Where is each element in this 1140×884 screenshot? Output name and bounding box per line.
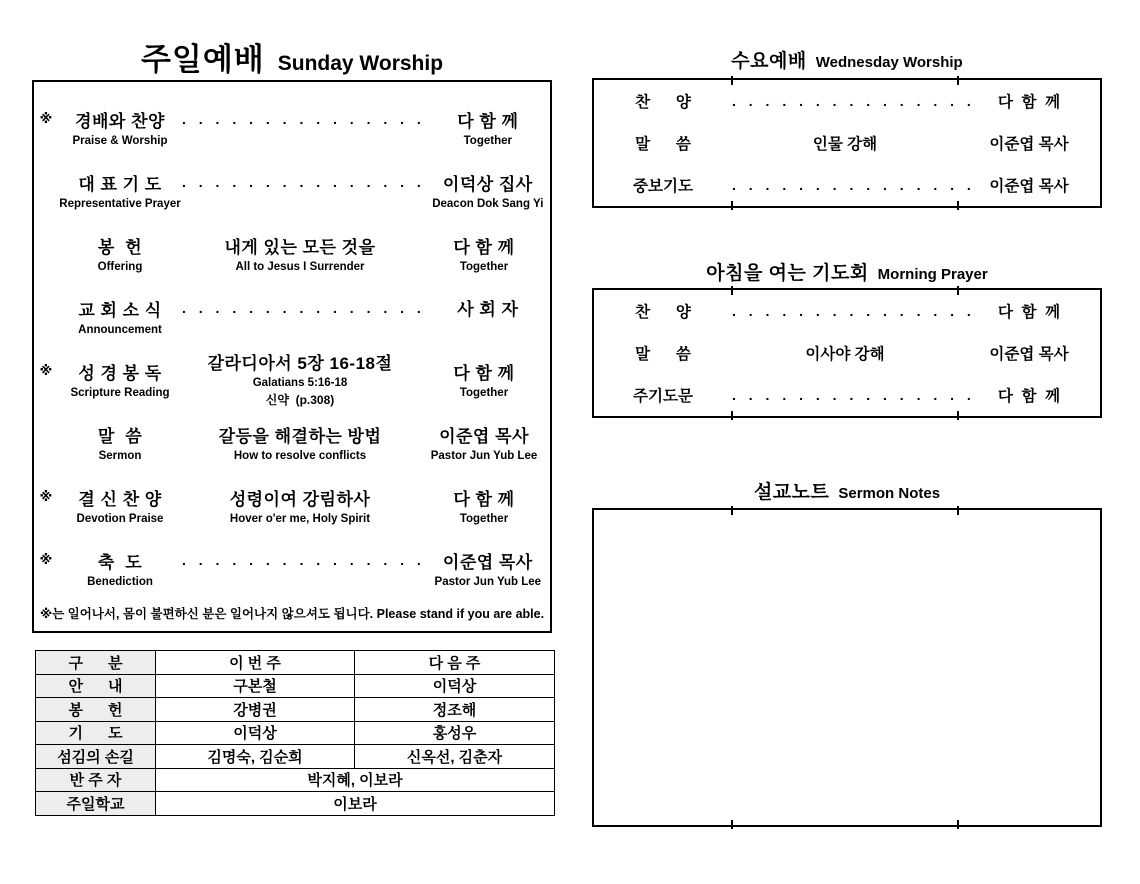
column-tick xyxy=(731,76,733,85)
dot-leader: . . . . . . . . . . . . . . . xyxy=(182,551,422,568)
sunday-worship-order-box xyxy=(32,80,552,633)
sunday-title-english: Sunday Worship xyxy=(277,52,444,75)
wednesday-row-intercessory-prayer: 중보기도 . . . . . . . . . . . . . . . 이준엽 목사 xyxy=(633,177,1069,195)
morning-row-sermon: 말 씀 이사야 강해 이준엽 목사 xyxy=(635,346,1069,363)
sermon-notes-area xyxy=(592,508,1102,827)
scripture-page-reference: 신약 (p.308) xyxy=(265,393,335,407)
worship-item-content: 갈라디아서 5장 16-18절 Galatians 5:16-18 신약 (p.308) xyxy=(182,349,418,408)
duty-header-this-week: 이 번 주 xyxy=(156,651,355,675)
worship-item-person: 다 함 께 Together xyxy=(453,489,515,525)
sermon-notes-title: 설교노트 Sermon Notes xyxy=(753,482,941,503)
worship-item-label: 대 표 기 도 Representative Prayer xyxy=(59,174,181,210)
worship-row-offering xyxy=(34,221,550,284)
stand-instruction-note: ※는 일어나서, 몸이 불편하신 분은 일어나지 않으셔도 됩니다. Please stand if you are able. xyxy=(39,607,545,621)
dot-leader: . . . . . . . . . . . . . . . xyxy=(732,303,972,319)
column-tick xyxy=(731,411,733,420)
sunday-title-korean: 주일예배 xyxy=(140,42,265,77)
sunday-worship-title xyxy=(32,34,552,79)
worship-item-label: 교 회 소 식 Announcement xyxy=(78,300,162,336)
wednesday-worship-title: 수요예배 Wednesday Worship xyxy=(731,51,963,72)
worship-item-person: 사 회 자 xyxy=(457,300,519,319)
duty-row-serving-hands: 섬김의 손길 김명숙, 김순희 신옥선, 김춘자 xyxy=(36,745,555,769)
worship-item-person: 이덕상 집사 Deacon Dok Sang Yi xyxy=(432,174,544,210)
column-tick xyxy=(957,76,959,85)
duty-row-accompanist: 반 주 자 박지혜, 이보라 xyxy=(36,768,555,792)
morning-prayer-box xyxy=(592,288,1102,418)
dot-leader: . . . . . . . . . . . . . . . xyxy=(182,173,422,190)
column-tick xyxy=(957,201,959,210)
duty-roster-table xyxy=(35,650,555,816)
worship-item-label: 경배와 찬양 Praise & Worship xyxy=(72,111,168,147)
stand-marker: ※ xyxy=(39,488,53,504)
worship-item-content: 성령이여 강림하사 Hover o'er me, Holy Spirit xyxy=(229,489,371,525)
column-tick xyxy=(957,820,959,829)
worship-item-person: 다 함 께 Together xyxy=(453,237,515,273)
morning-row-lords-prayer: 주기도문 . . . . . . . . . . . . . . . 다 함 께 xyxy=(633,387,1061,405)
dot-leader: . . . . . . . . . . . . . . . xyxy=(182,299,422,316)
column-tick xyxy=(731,286,733,295)
column-tick xyxy=(731,506,733,515)
dot-leader: . . . . . . . . . . . . . . . xyxy=(182,110,422,127)
duty-header-next-week: 다 음 주 xyxy=(355,651,555,675)
morning-row-praise: 찬 양 . . . . . . . . . . . . . . . 다 함 께 xyxy=(635,303,1061,321)
duty-header-row xyxy=(36,651,555,675)
duty-row-offering: 봉 헌 강병권 정조해 xyxy=(36,698,555,722)
dot-leader: . . . . . . . . . . . . . . . xyxy=(732,387,972,403)
worship-item-person: 이준엽 목사 Pastor Jun Yub Lee xyxy=(430,426,538,462)
worship-item-label: 성 경 봉 독 Scripture Reading xyxy=(70,363,170,399)
stand-marker: ※ xyxy=(39,551,53,567)
column-tick xyxy=(957,286,959,295)
column-tick xyxy=(957,506,959,515)
worship-row-sermon xyxy=(34,410,550,473)
worship-row-praise xyxy=(34,95,550,158)
stand-marker: ※ xyxy=(39,110,53,126)
stand-marker: ※ xyxy=(39,362,53,378)
worship-item-person: 다 함 께 Together xyxy=(457,111,519,147)
worship-row-devotion-praise xyxy=(34,473,550,536)
dot-leader: . . . . . . . . . . . . . . . xyxy=(732,177,972,193)
duty-row-greeting: 안 내 구본철 이덕상 xyxy=(36,674,555,698)
column-tick xyxy=(957,411,959,420)
worship-item-label: 봉 헌 Offering xyxy=(97,237,143,273)
worship-item-person: 이준엽 목사 Pastor Jun Yub Lee xyxy=(434,552,542,588)
worship-item-content xyxy=(182,299,422,324)
worship-item-content: 내게 있는 모든 것을 All to Jesus I Surrender xyxy=(224,237,376,273)
morning-prayer-title: 아침을 여는 기도회 Morning Prayer xyxy=(706,263,988,284)
wednesday-worship-box xyxy=(592,78,1102,208)
worship-item-content: 갈등을 해결하는 방법 How to resolve conflicts xyxy=(218,426,382,462)
worship-item-content xyxy=(182,551,422,576)
dot-leader: . . . . . . . . . . . . . . . xyxy=(732,93,972,109)
worship-item-label: 말 씀 Sermon xyxy=(97,426,143,462)
worship-item-label: 결 신 찬 양 Devotion Praise xyxy=(76,489,164,525)
worship-item-person: 다 함 께 Together xyxy=(453,363,515,399)
duty-header-category: 구 분 xyxy=(36,651,156,675)
column-tick xyxy=(731,201,733,210)
worship-row-benediction xyxy=(34,536,550,599)
worship-row-announcement xyxy=(34,284,550,347)
worship-item-label: 축 도 Benediction xyxy=(87,552,153,588)
wednesday-row-praise: 찬 양 . . . . . . . . . . . . . . . 다 함 께 xyxy=(635,93,1061,111)
column-tick xyxy=(731,820,733,829)
duty-row-prayer: 기 도 이덕상 홍성우 xyxy=(36,721,555,745)
worship-item-content xyxy=(182,110,422,135)
worship-row-representative-prayer xyxy=(34,158,550,221)
duty-row-sunday-school: 주일학교 이보라 xyxy=(36,792,555,816)
worship-row-scripture-reading xyxy=(34,347,550,410)
worship-item-content xyxy=(182,173,422,198)
wednesday-row-sermon: 말 씀 인물 강해 이준엽 목사 xyxy=(635,136,1069,153)
